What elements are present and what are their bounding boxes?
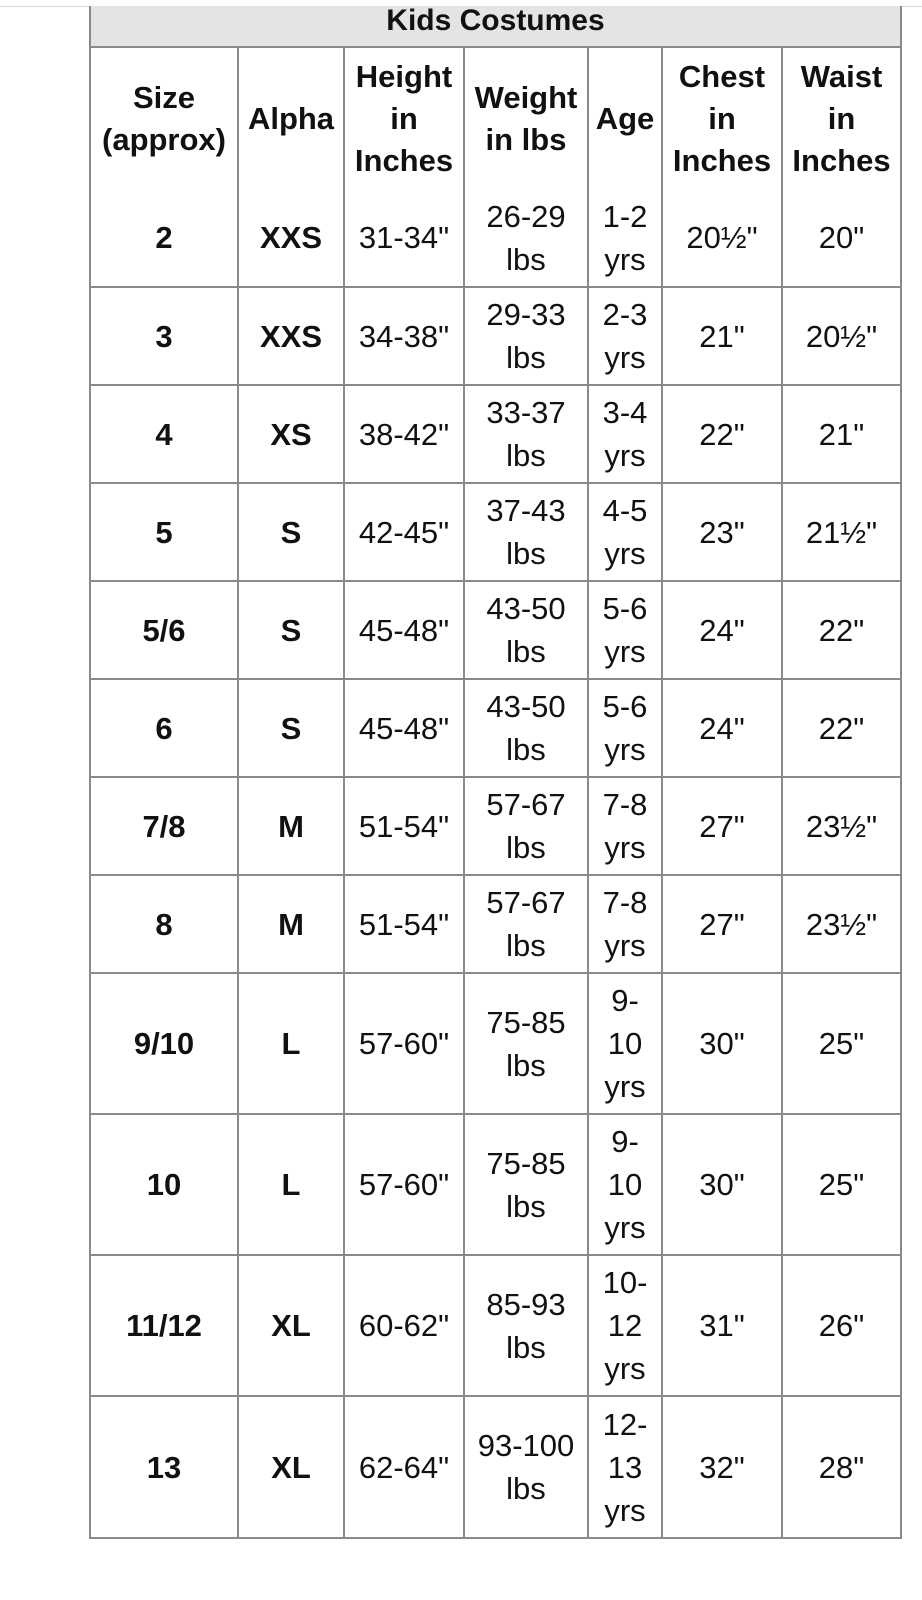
cell-waist: 22"	[782, 581, 900, 679]
table-row	[91, 777, 900, 875]
cell-weight: 85-93 lbs	[464, 1255, 588, 1396]
cell-alpha: M	[238, 777, 344, 875]
cell-waist: 21½"	[782, 483, 900, 581]
cell-size: 2	[91, 189, 238, 287]
cell-weight: 93-100 lbs	[464, 1396, 588, 1537]
cell-weight: 75-85 lbs	[464, 1114, 588, 1255]
table-row	[91, 679, 900, 777]
cell-age: 5-6 yrs	[588, 679, 662, 777]
header-chest: Chest in Inches	[662, 48, 782, 189]
cell-weight: 37-43 lbs	[464, 483, 588, 581]
cell-height: 34-38"	[344, 287, 464, 385]
table-row	[91, 1396, 900, 1537]
cell-size: 13	[91, 1396, 238, 1537]
cell-size: 11/12	[91, 1255, 238, 1396]
cell-chest: 31"	[662, 1255, 782, 1396]
cell-waist: 25"	[782, 973, 900, 1114]
cell-size: 4	[91, 385, 238, 483]
cell-age: 7-8 yrs	[588, 875, 662, 973]
cell-alpha: L	[238, 973, 344, 1114]
cell-age: 5-6 yrs	[588, 581, 662, 679]
cell-alpha: M	[238, 875, 344, 973]
cell-height: 57-60"	[344, 973, 464, 1114]
cell-height: 31-34"	[344, 189, 464, 287]
header-size: Size (approx)	[91, 48, 238, 189]
cell-age: 7-8 yrs	[588, 777, 662, 875]
header-row	[91, 48, 900, 189]
cell-weight: 75-85 lbs	[464, 973, 588, 1114]
cell-chest: 22"	[662, 385, 782, 483]
cell-chest: 30"	[662, 973, 782, 1114]
cell-size: 7/8	[91, 777, 238, 875]
cell-weight: 57-67 lbs	[464, 777, 588, 875]
cell-size: 10	[91, 1114, 238, 1255]
cell-waist: 23½"	[782, 875, 900, 973]
table-row	[91, 1114, 900, 1255]
table-row	[91, 483, 900, 581]
cell-chest: 32"	[662, 1396, 782, 1537]
table-row	[91, 189, 900, 287]
cell-weight: 43-50 lbs	[464, 581, 588, 679]
cell-weight: 57-67 lbs	[464, 875, 588, 973]
cell-age: 10- 12 yrs	[588, 1255, 662, 1396]
table-row	[91, 973, 900, 1114]
size-table	[91, 48, 900, 1537]
cell-height: 38-42"	[344, 385, 464, 483]
cell-alpha: XL	[238, 1396, 344, 1537]
cell-chest: 20½"	[662, 189, 782, 287]
cell-size: 5	[91, 483, 238, 581]
cell-alpha: S	[238, 581, 344, 679]
cell-alpha: L	[238, 1114, 344, 1255]
cell-age: 2-3 yrs	[588, 287, 662, 385]
cell-chest: 24"	[662, 679, 782, 777]
header-height: Height in Inches	[344, 48, 464, 189]
cell-waist: 23½"	[782, 777, 900, 875]
cell-alpha: XXS	[238, 287, 344, 385]
cell-alpha: XL	[238, 1255, 344, 1396]
cell-age: 9- 10 yrs	[588, 973, 662, 1114]
cell-waist: 26"	[782, 1255, 900, 1396]
cell-height: 51-54"	[344, 875, 464, 973]
cell-age: 3-4 yrs	[588, 385, 662, 483]
cell-chest: 30"	[662, 1114, 782, 1255]
cell-size: 5/6	[91, 581, 238, 679]
cell-height: 42-45"	[344, 483, 464, 581]
cell-chest: 21"	[662, 287, 782, 385]
cell-height: 45-48"	[344, 581, 464, 679]
cell-alpha: XXS	[238, 189, 344, 287]
cell-size: 6	[91, 679, 238, 777]
cell-weight: 33-37 lbs	[464, 385, 588, 483]
cell-chest: 27"	[662, 777, 782, 875]
cell-weight: 26-29 lbs	[464, 189, 588, 287]
cell-size: 8	[91, 875, 238, 973]
cell-height: 62-64"	[344, 1396, 464, 1537]
cell-height: 45-48"	[344, 679, 464, 777]
table-row	[91, 1255, 900, 1396]
cell-chest: 23"	[662, 483, 782, 581]
cell-size: 3	[91, 287, 238, 385]
cell-age: 1-2 yrs	[588, 189, 662, 287]
size-chart	[89, 6, 902, 1539]
header-alpha: Alpha	[238, 48, 344, 189]
header-waist: Waist in Inches	[782, 48, 900, 189]
table-row	[91, 385, 900, 483]
cell-chest: 24"	[662, 581, 782, 679]
cell-waist: 22"	[782, 679, 900, 777]
cell-waist: 28"	[782, 1396, 900, 1537]
cell-alpha: S	[238, 679, 344, 777]
header-weight: Weight in lbs	[464, 48, 588, 189]
cell-weight: 29-33 lbs	[464, 287, 588, 385]
header-age: Age	[588, 48, 662, 189]
cell-alpha: XS	[238, 385, 344, 483]
cell-height: 57-60"	[344, 1114, 464, 1255]
cell-waist: 20½"	[782, 287, 900, 385]
cell-alpha: S	[238, 483, 344, 581]
cell-waist: 21"	[782, 385, 900, 483]
cell-chest: 27"	[662, 875, 782, 973]
cell-waist: 25"	[782, 1114, 900, 1255]
cell-size: 9/10	[91, 973, 238, 1114]
cell-age: 4-5 yrs	[588, 483, 662, 581]
table-row	[91, 287, 900, 385]
cell-height: 60-62"	[344, 1255, 464, 1396]
table-title: Kids Costumes	[91, 6, 900, 48]
cell-waist: 20"	[782, 189, 900, 287]
table-row	[91, 581, 900, 679]
cell-age: 12- 13 yrs	[588, 1396, 662, 1537]
cell-height: 51-54"	[344, 777, 464, 875]
cell-age: 9- 10 yrs	[588, 1114, 662, 1255]
table-row	[91, 875, 900, 973]
cell-weight: 43-50 lbs	[464, 679, 588, 777]
